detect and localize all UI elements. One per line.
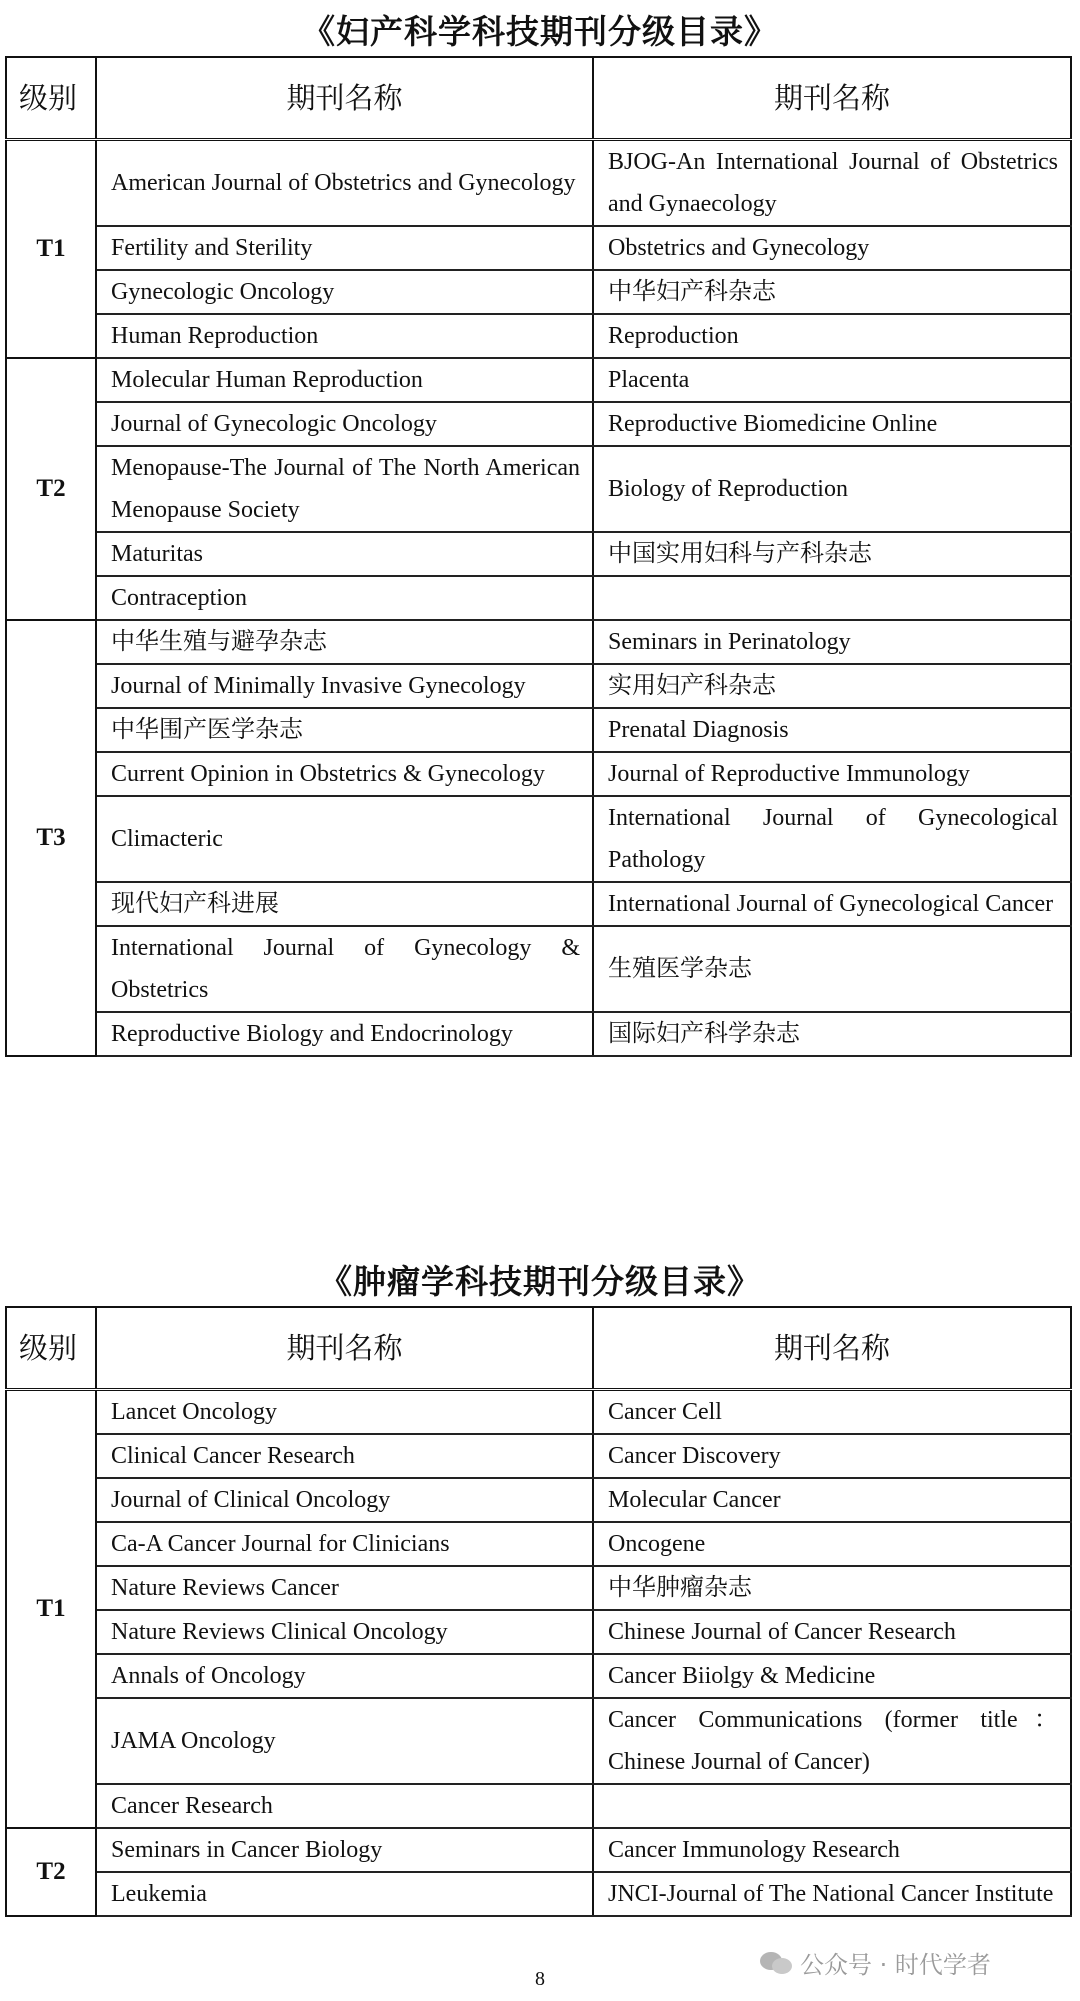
- table-row: [6, 752, 1071, 796]
- journal-name-cell: Reproductive Biology and Endocrinology: [96, 1012, 593, 1056]
- journal-name-cell: 国际妇产科学杂志: [593, 1012, 1071, 1056]
- journal-name-cell: Journal of Clinical Oncology: [96, 1478, 593, 1522]
- journal-name-cell: 中华妇产科杂志: [593, 270, 1071, 314]
- journal-name-cell: JAMA Oncology: [96, 1698, 593, 1784]
- table-row: [6, 576, 1071, 620]
- table-row: [6, 140, 1071, 227]
- header-journal-name-2: 期刊名称: [593, 1307, 1071, 1390]
- catalog-oncology: [5, 1306, 1072, 1917]
- journal-name-cell: Clinical Cancer Research: [96, 1434, 593, 1478]
- journal-name-cell: [593, 576, 1071, 620]
- table-row: [6, 1390, 1071, 1435]
- table-row: [6, 1872, 1071, 1916]
- journal-name-cell: Nature Reviews Clinical Oncology: [96, 1610, 593, 1654]
- journal-name-cell: Gynecologic Oncology: [96, 270, 593, 314]
- journal-name-cell: Reproduction: [593, 314, 1071, 358]
- wechat-icon: [760, 1950, 794, 1976]
- table-row: [6, 1012, 1071, 1056]
- journal-name-cell: 中华肿瘤杂志: [593, 1566, 1071, 1610]
- journal-name-cell: Obstetrics and Gynecology: [593, 226, 1071, 270]
- header-level: 级别: [6, 1307, 96, 1390]
- journal-name-cell: Nature Reviews Cancer: [96, 1566, 593, 1610]
- header-journal-name-2: 期刊名称: [593, 57, 1071, 140]
- journal-name-cell: Biology of Reproduction: [593, 446, 1071, 532]
- page-number: 8: [535, 1968, 545, 1990]
- journal-name-cell: 现代妇产科进展: [96, 882, 593, 926]
- journal-name-cell: Cancer Cell: [593, 1390, 1071, 1435]
- tier-level: T1: [6, 1390, 96, 1829]
- journal-name-cell: Cancer Biiolgy & Medicine: [593, 1654, 1071, 1698]
- tier-level: T1: [6, 140, 96, 359]
- table-row: [6, 882, 1071, 926]
- journal-name-cell: Climacteric: [96, 796, 593, 882]
- table-row: [6, 796, 1071, 882]
- catalog-obgyn: [5, 56, 1072, 1057]
- journal-name-cell: Molecular Human Reproduction: [96, 358, 593, 402]
- table-row: [6, 1654, 1071, 1698]
- journal-name-cell: Journal of Minimally Invasive Gynecology: [96, 664, 593, 708]
- header-level: 级别: [6, 57, 96, 140]
- journal-name-cell: International Journal of Gynecology & Obstetrics: [96, 926, 593, 1012]
- journal-name-cell: 中华生殖与避孕杂志: [96, 620, 593, 664]
- table-header-row: [6, 57, 1071, 140]
- journal-name-cell: Journal of Gynecologic Oncology: [96, 402, 593, 446]
- table-row: [6, 314, 1071, 358]
- journal-name-cell: American Journal of Obstetrics and Gynecology: [96, 140, 593, 227]
- journal-name-cell: Journal of Reproductive Immunology: [593, 752, 1071, 796]
- header-journal-name-1: 期刊名称: [96, 1307, 593, 1390]
- journal-name-cell: Placenta: [593, 358, 1071, 402]
- watermark: [760, 1945, 991, 1980]
- table-row: [6, 708, 1071, 752]
- journal-name-cell: Menopause-The Journal of The North American Menopause Society: [96, 446, 593, 532]
- table-row: [6, 1434, 1071, 1478]
- journal-name-cell: Chinese Journal of Cancer Research: [593, 1610, 1071, 1654]
- journal-name-cell: 生殖医学杂志: [593, 926, 1071, 1012]
- journal-name-cell: Cancer Discovery: [593, 1434, 1071, 1478]
- table-row: [6, 1784, 1071, 1828]
- journal-name-cell: Reproductive Biomedicine Online: [593, 402, 1071, 446]
- table-row: [6, 620, 1071, 664]
- table-row: [6, 1610, 1071, 1654]
- table-row: [6, 664, 1071, 708]
- journal-name-cell: Human Reproduction: [96, 314, 593, 358]
- journal-name-cell: Ca-A Cancer Journal for Clinicians: [96, 1522, 593, 1566]
- journal-name-cell: Lancet Oncology: [96, 1390, 593, 1435]
- journal-name-cell: [593, 1784, 1071, 1828]
- table-row: [6, 226, 1071, 270]
- table-row: [6, 1698, 1071, 1784]
- journal-table-obgyn: [5, 56, 1072, 1057]
- journal-name-cell: Leukemia: [96, 1872, 593, 1916]
- catalog-title-obgyn: 《妇产科学科技期刊分级目录》: [302, 12, 778, 51]
- journal-name-cell: Fertility and Sterility: [96, 226, 593, 270]
- journal-table-oncology: [5, 1306, 1072, 1917]
- journal-name-cell: Cancer Immunology Research: [593, 1828, 1071, 1872]
- journal-name-cell: 中华围产医学杂志: [96, 708, 593, 752]
- table-row: [6, 358, 1071, 402]
- tier-level: T2: [6, 1828, 96, 1916]
- journal-name-cell: Cancer Communications (former title：Chinese Journal of Cancer): [593, 1698, 1071, 1784]
- header-journal-name-1: 期刊名称: [96, 57, 593, 140]
- table-row: [6, 532, 1071, 576]
- table-row: [6, 1828, 1071, 1872]
- journal-name-cell: International Journal of Gynecological Pathology: [593, 796, 1071, 882]
- table-row: [6, 446, 1071, 532]
- journal-name-cell: Molecular Cancer: [593, 1478, 1071, 1522]
- journal-name-cell: Prenatal Diagnosis: [593, 708, 1071, 752]
- journal-name-cell: Seminars in Perinatology: [593, 620, 1071, 664]
- tier-level: T2: [6, 358, 96, 620]
- journal-name-cell: JNCI-Journal of The National Cancer Institute: [593, 1872, 1071, 1916]
- table-row: [6, 1478, 1071, 1522]
- table-row: [6, 1566, 1071, 1610]
- catalog-title-oncology: 《肿瘤学科技期刊分级目录》: [319, 1262, 761, 1301]
- journal-name-cell: Cancer Research: [96, 1784, 593, 1828]
- journal-name-cell: 中国实用妇科与产科杂志: [593, 532, 1071, 576]
- table-row: [6, 270, 1071, 314]
- tier-level: T3: [6, 620, 96, 1056]
- journal-name-cell: 实用妇产科杂志: [593, 664, 1071, 708]
- table-header-row: [6, 1307, 1071, 1390]
- journal-name-cell: Oncogene: [593, 1522, 1071, 1566]
- journal-name-cell: BJOG-An International Journal of Obstetrics and Gynaecology: [593, 140, 1071, 227]
- journal-name-cell: Seminars in Cancer Biology: [96, 1828, 593, 1872]
- table-row: [6, 402, 1071, 446]
- journal-name-cell: International Journal of Gynecological Cancer: [593, 882, 1071, 926]
- table-row: [6, 926, 1071, 1012]
- journal-name-cell: Annals of Oncology: [96, 1654, 593, 1698]
- table-row: [6, 1522, 1071, 1566]
- journal-name-cell: Contraception: [96, 576, 593, 620]
- journal-name-cell: Maturitas: [96, 532, 593, 576]
- watermark-text: 公众号 · 时代学者: [800, 1951, 991, 1979]
- journal-name-cell: Current Opinion in Obstetrics & Gynecology: [96, 752, 593, 796]
